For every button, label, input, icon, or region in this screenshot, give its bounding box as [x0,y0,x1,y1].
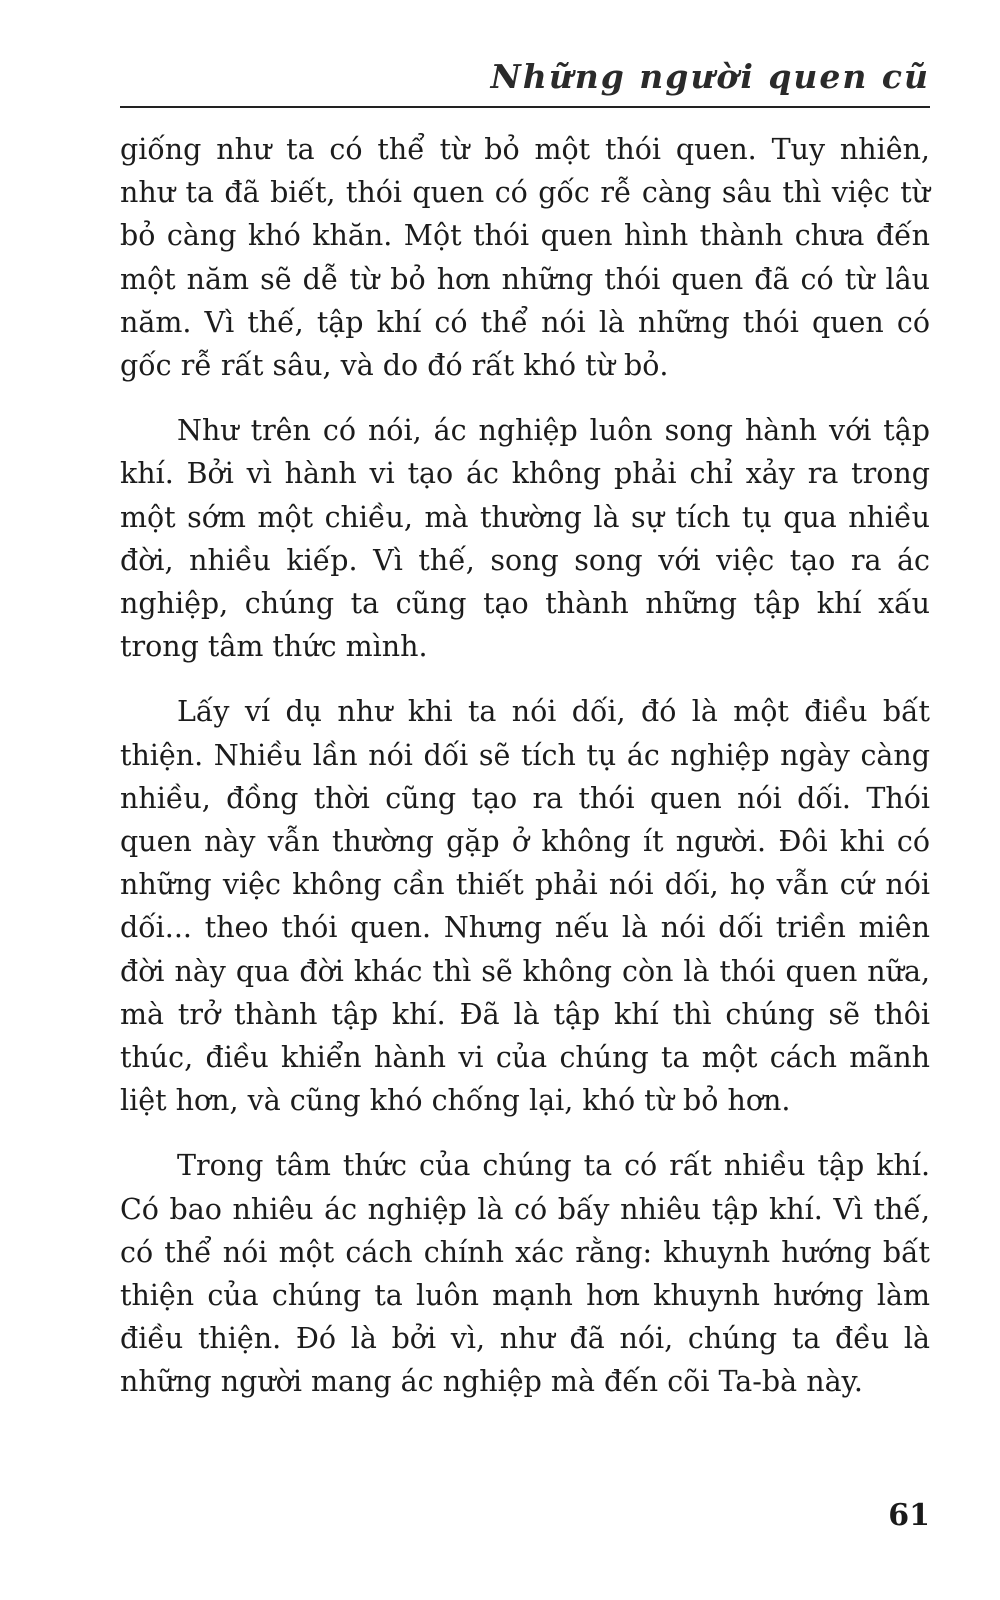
page-number: 61 [888,1498,930,1533]
running-title: Những người quen cũ [490,57,930,96]
paragraph: Trong tâm thức của chúng ta có rất nhiều tập khí. Có bao nhiêu ác nghiệp là có bấy nhiêu tập khí. Vì thế, có thể nói một cách chính xác rằng: khuynh hướng bất thiện của chúng ta luôn mạnh hơn khuynh hướng làm điều thiện. Đó là bởi vì, như đã nói, chúng ta đều là những người mang ác nghiệp mà đến cõi Ta-bà này. [120,1149,930,1399]
paragraph: Lấy ví dụ như khi ta nói dối, đó là một điều bất thiện. Nhiều lần nói dối sẽ tích tụ ác nghiệp ngày càng nhiều, đồng thời cũng tạo ra thói quen nói dối. Thói quen này vẫn thường gặp ở không ít người. Đôi khi có những việc không cần thiết phải nói dối, họ vẫn cứ nói dối... theo thói quen. Nhưng nếu là nói dối triền miên đời này qua đời khác thì sẽ không còn là thói quen nữa, mà trở thành tập khí. Đã là tập khí thì chúng sẽ thôi thúc, điều khiển hành vi của chúng ta một cách mãnh liệt hơn, và cũng khó chống lại, khó từ bỏ hơn. [120,695,930,1118]
paragraph-continued: giống như ta có thể từ bỏ một thói quen. Tuy nhiên, như ta đã biết, thói quen có gốc rễ càng sâu thì việc từ bỏ càng khó khăn. Một thói quen hình thành chưa đến một năm sẽ dễ từ bỏ hơn những thói quen đã có từ lâu năm. Vì thế, tập khí có thể nói là những thói quen có gốc rễ rất sâu, và do đó rất khó từ bỏ. [120,133,930,383]
body-text [120,128,930,1426]
paragraph: Như trên có nói, ác nghiệp luôn song hành với tập khí. Bởi vì hành vi tạo ác không phải chỉ xảy ra trong một sớm một chiều, mà thường là sự tích tụ qua nhiều đời, nhiều kiếp. Vì thế, song song với việc tạo ra ác nghiệp, chúng ta cũng tạo thành những tập khí xấu trong tâm thức mình. [120,414,930,664]
running-header [120,52,930,108]
